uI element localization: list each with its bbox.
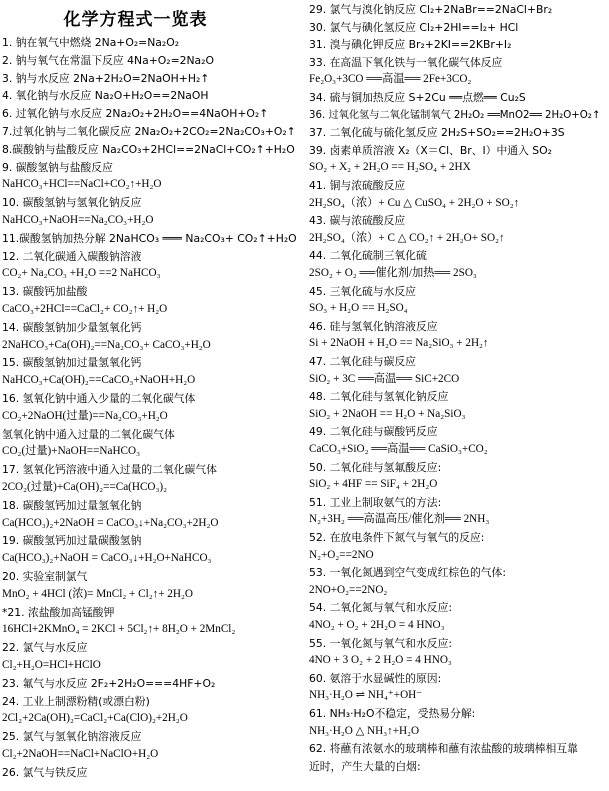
reaction-formula: 2H₂SO₄（浓）+ C △ CO₂↑ + 2H₂O+ SO₂↑ <box>309 231 505 244</box>
reaction-formula: 2Cl₂+2Ca(OH)₂=CaCl₂+Ca(ClO)₂+2H₂O <box>2 712 188 725</box>
reaction-formula: SiO₂ + 2NaOH == H₂O + Na₂SiO₃ <box>309 407 466 420</box>
reaction-heading: 48. 二氧化硅与氢氧化钠反应 <box>309 390 449 404</box>
page-title: 化学方程式一览表 <box>63 10 208 30</box>
reaction-heading: 17. 氢氧化钙溶液中通入过量的二氧化碳气体 <box>2 463 217 477</box>
reaction-heading: 23. 氟气与水反应 2F₂+2H₂O===4HF+O₂ <box>2 676 216 690</box>
reaction-heading: 41. 铜与浓硫酸反应 <box>309 179 406 192</box>
reaction-heading: 61. NH₃·H₂O不稳定，受热易分解: <box>309 707 476 720</box>
reaction-formula: 4NO + 3 O₂ + 2 H₂O = 4 HNO₃ <box>309 654 452 667</box>
reaction-formula: NaHCO₃+NaOH==Na₂CO₃+H₂O <box>2 214 154 226</box>
reaction-heading: 36. 过氧化氢与二氧化锰制氧气 2H₂O₂ ══MnO2══ 2H₂O+O₂↑ <box>309 109 601 121</box>
reaction-formula: 16HCl+2KMnO₄ = 2KCl + 5Cl₂↑+ 8H₂O + 2MnCl₂ <box>2 623 236 636</box>
reaction-heading: 10. 碳酸氢钠与氢氧化钠反应 <box>2 196 142 210</box>
reaction-formula: NH₃·H₂O ⇌ NH₄⁺+OH⁻ <box>309 689 423 702</box>
reaction-formula: Cl₂+H₂O=HCl+HClO <box>2 659 101 671</box>
reaction-formula: 2NO+O₂==2NO₂ <box>309 583 388 596</box>
reaction-formula: SiO₂ + 4HF == SiF₄ + 2H₂O <box>309 478 438 491</box>
reaction-formula: CaCO₃+SiO₂ ══高温══ CaSiO₃+CO₂ <box>309 443 488 455</box>
reaction-formula: 2NaHCO₃+Ca(OH)₂==Na₂CO₃+ CaCO₃+H₂O <box>2 338 211 351</box>
reaction-heading: 15. 碳酸氢钠加过量氢氧化钙 <box>2 356 142 370</box>
reaction-heading: 16. 氢氧化钠中通入少量的二氧化碳气体 <box>2 392 196 405</box>
reaction-heading: 53. 一氧化氮遇到空气变成红棕色的气体: <box>309 566 506 580</box>
reaction-heading: 62. 将蘸有浓氨水的玻璃棒和蘸有浓盐酸的玻璃棒相互靠 <box>309 742 578 756</box>
reaction-heading: 29. 氯气与溴化钠反应 Cl₂+2NaBr==2NaCl+Br₂ <box>309 3 553 16</box>
reaction-heading: 1. 钠在氧气中燃烧 2Na+O₂=Na₂O₂ <box>2 36 180 49</box>
reaction-heading: *21. 浓盐酸加高锰酸钾 <box>2 605 115 619</box>
reaction-heading: 43. 碳与浓硫酸反应 <box>309 214 406 228</box>
left-column <box>0 0 301 791</box>
reaction-formula: CaCO₃+2HCl==CaCl₂+ CO₂↑+ H₂O <box>2 303 168 315</box>
reaction-heading: 2. 钠与氧气在常温下反应 4Na+O₂=2Na₂O <box>2 53 215 67</box>
reaction-heading: 12. 二氧化碳通入碳酸钠溶液 <box>2 249 142 263</box>
reaction-heading: 11.碳酸氢钠加热分解 2NaHCO₃ ═══ Na₂CO₃+ CO₂↑+H₂O <box>2 231 297 245</box>
reaction-formula: 4NO₂ + O₂ + 2H₂O = 4 HNO₃ <box>309 619 445 631</box>
reaction-formula: CO₂+ Na₂CO₃ +H₂O ==2 NaHCO₃ <box>2 267 161 280</box>
reaction-heading: 51. 工业上制取氨气的方法: <box>309 495 442 509</box>
reaction-formula: SiO₂ + 3C ══高温══ SiC+2CO <box>309 372 460 385</box>
reaction-formula: NH₃·H₂O △ NH₃↑+H₂O <box>309 724 420 737</box>
reaction-formula: MnO₂ + 4HCl (浓)= MnCl₂ + Cl₂↑+ 2H₂O <box>2 587 193 600</box>
reaction-heading: 氢氧化钠中通入过量的二氧化碳气体 <box>2 427 175 441</box>
reaction-heading: 47. 二氧化硅与碳反应 <box>309 355 416 368</box>
reaction-heading: 60. 氨溶于水显碱性的原因: <box>309 671 442 685</box>
reaction-heading: 31. 溴与碘化钾反应 Br₂+2KI==2KBr+I₂ <box>309 38 512 52</box>
reaction-heading: 18. 碳酸氢钙加过量氢氧化钠 <box>2 498 142 512</box>
reaction-formula: Fe₂O₃+3CO ══高温══ 2Fe+3CO₂ <box>309 73 472 86</box>
right-column <box>303 0 609 791</box>
reaction-heading: 52. 在放电条件下氮气与氧气的反应: <box>309 531 485 544</box>
reaction-formula: Ca(HCO₃)₂+2NaOH = CaCO₃↓+Na₂CO₃+2H₂O <box>2 516 219 529</box>
reaction-heading: 37. 二氧化硫与硫化氢反应 2H₂S+SO₂==2H₂O+3S <box>309 126 565 140</box>
reaction-formula: N₂+O₂==2NO <box>309 548 374 561</box>
reaction-heading: 20. 实验室制氯气 <box>2 570 88 583</box>
reaction-heading: 30. 氯气与碘化氢反应 Cl₂+2HI==I₂+ HCl <box>309 20 519 34</box>
reaction-heading: 近时，产生大量的白烟: <box>309 759 421 773</box>
reaction-formula: 2H₂SO₄（浓）+ Cu △ CuSO₄ + 2H₂O + SO₂↑ <box>309 196 520 209</box>
reaction-formula: Cl₂+2NaOH==NaCl+NaClO+H₂O <box>2 748 159 760</box>
reaction-heading: 8.碳酸钠与盐酸反应 Na₂CO₃+2HCl==2NaCl+CO₂↑+H₂O <box>2 142 295 156</box>
reaction-formula: SO₃ + H₂O == H₂SO₄ <box>309 302 408 315</box>
reaction-heading: 50. 二氧化硅与氢氟酸反应: <box>309 460 442 474</box>
reaction-heading: 9. 碳酸氢钠与盐酸反应 <box>2 160 113 174</box>
reaction-formula: 2CO₂(过量)+Ca(OH)₂==Ca(HCO₃)₂ <box>2 481 168 493</box>
reaction-heading: 22. 氯气与水反应 <box>2 641 88 655</box>
reaction-formula: N₂+3H₂ ══高温高压/催化剂══ 2NH₃ <box>309 513 490 526</box>
reaction-heading: 45. 三氧化硫与水反应 <box>309 284 416 298</box>
reaction-heading: 14. 碳酸氢钠加少量氢氧化钙 <box>2 320 142 334</box>
reaction-formula: Ca(HCO₃)₂+NaOH = CaCO₃↓+H₂O+NaHCO₃ <box>2 552 212 565</box>
reaction-heading: 24. 工业上制漂粉精(或漂白粉) <box>2 694 150 708</box>
reaction-heading: 7.过氧化钠与二氧化碳反应 2Na₂O₂+2CO₂=2Na₂CO₃+O₂↑ <box>2 125 296 138</box>
reaction-heading: 13. 碳酸钙加盐酸 <box>2 285 88 299</box>
reaction-formula: 2SO₂ + O₂ ══催化剂/加热══ 2SO₃ <box>309 267 477 279</box>
reaction-heading: 33. 在高温下氧化铁与一氧化碳气体反应 <box>309 55 503 69</box>
reaction-heading: 3. 钠与水反应 2Na+2H₂O=2NaOH+H₂↑ <box>2 71 210 85</box>
reaction-heading: 54. 二氧化氮与氧气和水反应: <box>309 601 453 615</box>
reaction-heading: 19. 碳酸氢钙加过量碳酸氢钠 <box>2 534 142 548</box>
reaction-formula: CO₂(过量)+NaOH==NaHCO₃ <box>2 445 140 458</box>
reaction-heading: 4. 氧化钠与水反应 Na₂O+H₂O==2NaOH <box>2 89 209 103</box>
reaction-formula: Si + 2NaOH + H₂O == Na₂SiO₃ + 2H₂↑ <box>309 337 489 350</box>
reaction-heading: 6. 过氧化钠与水反应 2Na₂O₂+2H₂O==4NaOH+O₂↑ <box>2 107 269 121</box>
reaction-heading: 25. 氯气与氢氧化钠溶液反应 <box>2 730 142 744</box>
reaction-formula: SO₂ + X₂ + 2H₂O == H₂SO₄ + 2HX <box>309 161 471 174</box>
reaction-heading: 49. 二氧化硅与碳酸钙反应 <box>309 425 438 439</box>
reaction-formula: CO₂+2NaOH(过量)==Na₂CO₃+H₂O <box>2 409 168 422</box>
reaction-heading: 44. 二氧化硫制三氧化硫 <box>309 249 427 263</box>
reaction-heading: 34. 硫与铜加热反应 S+2Cu ══点燃══ Cu₂S <box>309 91 526 104</box>
reaction-heading: 39. 卤素单质溶液 X₂（X＝Cl、Br、I）中通入 SO₂ <box>309 143 552 157</box>
reaction-formula: NaHCO₃+Ca(OH)₂==CaCO₃+NaOH+H₂O <box>2 374 196 387</box>
reaction-formula: NaHCO₃+HCl==NaCl+CO₂↑+H₂O <box>2 178 162 191</box>
reaction-heading: 55. 一氧化氮与氧气和水反应: <box>309 636 453 650</box>
reaction-heading: 26. 氯气与铁反应 <box>2 765 88 779</box>
reaction-heading: 46. 硅与氢氧化钠溶液反应 <box>309 319 438 333</box>
